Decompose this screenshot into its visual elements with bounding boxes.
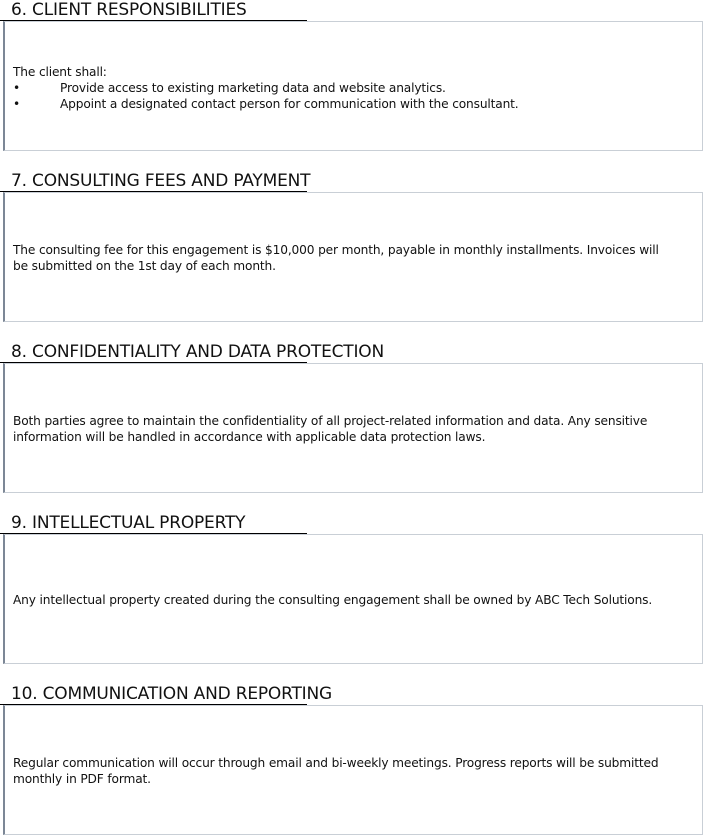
bullet-text: Appoint a designated contact person for communication with the consultant. (60, 97, 519, 111)
section-title: 7. CONSULTING FEES AND PAYMENT (11, 171, 311, 191)
body-line: monthly in PDF format. (13, 772, 151, 786)
body-line: The consulting fee for this engagement is $10,000 per month, payable in monthly installments. Invoices will (13, 243, 659, 257)
section-content-box (3, 363, 703, 493)
body-line: Regular communication will occur through email and bi-weekly meetings. Progress reports will be submitted (13, 756, 659, 770)
bullet-text: Provide access to existing marketing data and website analytics. (60, 81, 446, 95)
bullet-icon: • (13, 97, 21, 111)
body-line: information will be handled in accordance with applicable data protection laws. (13, 430, 486, 444)
section-body (13, 755, 694, 787)
intro-text: The client shall: (13, 65, 107, 79)
section-content-box (3, 705, 703, 835)
section-content-box (3, 21, 703, 151)
body-line: Both parties agree to maintain the confidentiality of all project-related information and data. Any sensitive (13, 414, 648, 428)
section-content-box (3, 534, 703, 664)
bullet-icon: • (13, 81, 21, 95)
section-body (13, 592, 702, 608)
section-body (13, 64, 694, 112)
section-content-box (3, 192, 703, 322)
section-title: 8. CONFIDENTIALITY AND DATA PROTECTION (11, 342, 384, 362)
section-body (13, 242, 694, 274)
section-body (13, 413, 694, 445)
section-title: 10. COMMUNICATION AND REPORTING (11, 684, 332, 704)
bullet-item (13, 80, 694, 96)
section-title: 9. INTELLECTUAL PROPERTY (11, 513, 246, 533)
body-line: be submitted on the 1st day of each month. (13, 259, 276, 273)
section-title: 6. CLIENT RESPONSIBILITIES (11, 0, 247, 20)
bullet-item (13, 96, 694, 112)
body-line: Any intellectual property created during the consulting engagement shall be owned by ABC Tech Solutions. (13, 593, 653, 607)
